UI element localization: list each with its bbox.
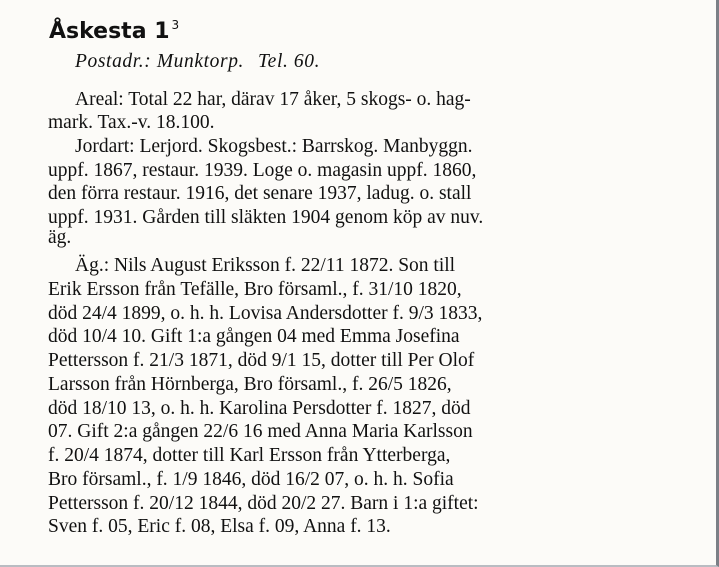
text-line: mark. Tax.-v. 18.100. — [48, 112, 215, 133]
text-line: död 18/10 13, o. h. h. Karolina Persdotter f. 1827, död — [48, 398, 471, 419]
text-line: död 10/4 10. Gift 1:a gången 04 med Emma Josefina — [48, 326, 460, 347]
text-line: uppf. 1931. Gården till släkten 1904 genom köp av nuv. — [48, 207, 484, 228]
text-line: Bro församl., f. 1/9 1846, död 16/2 07, o. h. h. Sofia — [48, 469, 454, 490]
entry-title — [49, 10, 179, 47]
text-line: Äg.: Nils August Eriksson f. 22/11 1872. Son till — [75, 255, 456, 276]
text-line: 07. Gift 2:a gången 22/6 16 med Anna Maria Karlsson — [48, 421, 473, 442]
text-line: Pettersson f. 21/3 1871, död 9/1 15, dotter till Per Olof — [48, 350, 475, 371]
text-line: uppf. 1867, restaur. 1939. Loge o. magasin uppf. 1860, — [48, 160, 477, 181]
entry-title-text: Åskesta 1 — [49, 19, 170, 44]
text-line: äg. — [48, 227, 72, 248]
text-line: den förra restaur. 1916, det senare 1937, ladug. o. stall — [48, 183, 472, 204]
text-line: Pettersson f. 20/12 1844, död 20/2 27. Barn i 1:a giftet: — [48, 493, 479, 514]
text-line: Larsson från Hörnberga, Bro församl., f. 26/5 1826, — [48, 374, 452, 395]
postal-address-line — [75, 49, 320, 75]
entry-title-superscript: 3 — [171, 18, 180, 32]
postal-address: Postadr.: Munktorp. — [75, 51, 245, 72]
text-line: Jordart: Lerjord. Skogsbest.: Barrskog. Manbyggn. — [75, 136, 473, 157]
text-line: Sven f. 05, Eric f. 08, Elsa f. 09, Anna f. 13. — [48, 516, 391, 537]
text-line: död 24/4 1899, o. h. h. Lovisa Andersdotter f. 9/3 1833, — [48, 303, 483, 324]
telephone: Tel. 60. — [258, 51, 321, 72]
text-line: Areal: Total 22 har, därav 17 åker, 5 skogs- o. hag- — [75, 89, 471, 110]
text-line: Erik Ersson från Tefälle, Bro församl., f. 31/10 1820, — [48, 279, 462, 300]
text-line: f. 20/4 1874, dotter till Karl Ersson från Ytterberga, — [48, 445, 451, 466]
